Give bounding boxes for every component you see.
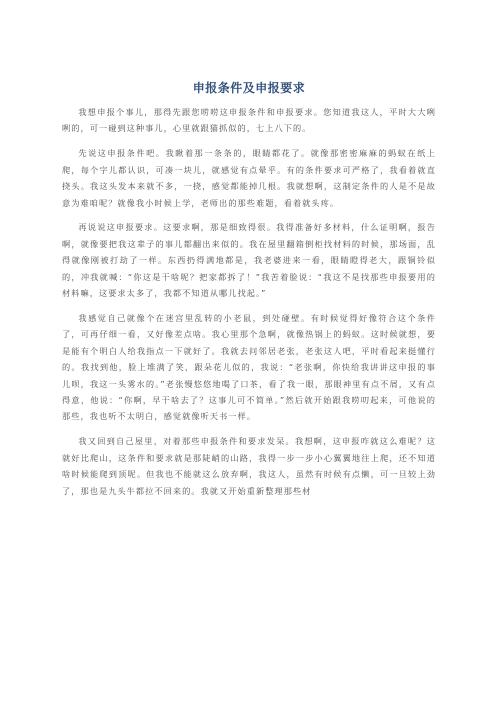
- paragraph-5: 我又回到自己屋里，对着那些申报条件和要求发呆。我想啊，这申报咋就这么难呢？这就好比爬山，这条件和要求就是那陡峭的山路，我得一步一步小心翼翼地往上爬，还不知道啥时候能爬到顶呢。但我也不能就这么放弃啊，我这人，虽然有时候有点懒，可一旦较上劲了，那也是九头牛都拉不回来的。我就又开始重新整理那些材: [62, 436, 436, 496]
- paragraph-3: 再说说这申报要求。这要求啊，那是细致得很。我得准备好多材料，什么证明啊，报告啊，就像要把我这辈子的事儿都翻出来似的。我在屋里翻箱倒柜找材料的时候，那场面，乱得就像刚被打劫了一样。东西扔得满地都是，我老婆进来一看，眼睛瞪得老大，跟铜铃似的，冲我就喊：“你这是干啥呢？把家都拆了！”我苦着脸说：“我这不是找那些申报要用的材料嘛，这要求太多了，我都不知道从哪儿找起。”: [62, 222, 436, 299]
- paragraph-1: 我想申报个事儿，那得先跟您唠唠这申报条件和申报要求。您知道我这人，平时大大咧咧的，可一碰到这种事儿，心里就跟猫抓似的，七上八下的。: [62, 107, 436, 134]
- paragraph-4: 我感觉自己就像个在迷宫里乱转的小老鼠，到处碰壁。有时候觉得好像符合这个条件了，可再仔细一看，又好像差点啥。我心里那个急啊，就像热锅上的蚂蚁。这时候就想，要是能有个明白人给我指点一下就好了。我就去问邻居老张，老张这人吧，平时看起来挺懂行的。我找到他，脸上堆满了笑，跟朵花儿似的，我说：“老张啊，你快给我讲讲这申报的事儿呗，我这一头雾水的。”老张慢悠悠地喝了口茶，看了我一眼，那眼神里有点不屑，又有点得意，他说：“你啊，早干啥去了？这事儿可不简单。”然后就开始跟我唠叨起来，可他说的那些，我也听不太明白，感觉就像听天书一样。: [62, 312, 436, 422]
- page-title: 申报条件及申报要求: [192, 81, 306, 95]
- paragraph-2: 先说这申报条件吧。我瞅着那一条条的，眼睛都花了。就像那密密麻麻的蚂蚁在纸上爬，每个字儿都认识，可凑一块儿，就感觉有点晕乎。有的条件要求可严格了，我看着就直挠头。我这头发本来就不多，一挠，感觉都能掉几根。我就想啊，这制定条件的人是不是故意为难咱呢？就像我小时候上学，老师出的那些难题，看着就头疼。: [62, 148, 436, 208]
